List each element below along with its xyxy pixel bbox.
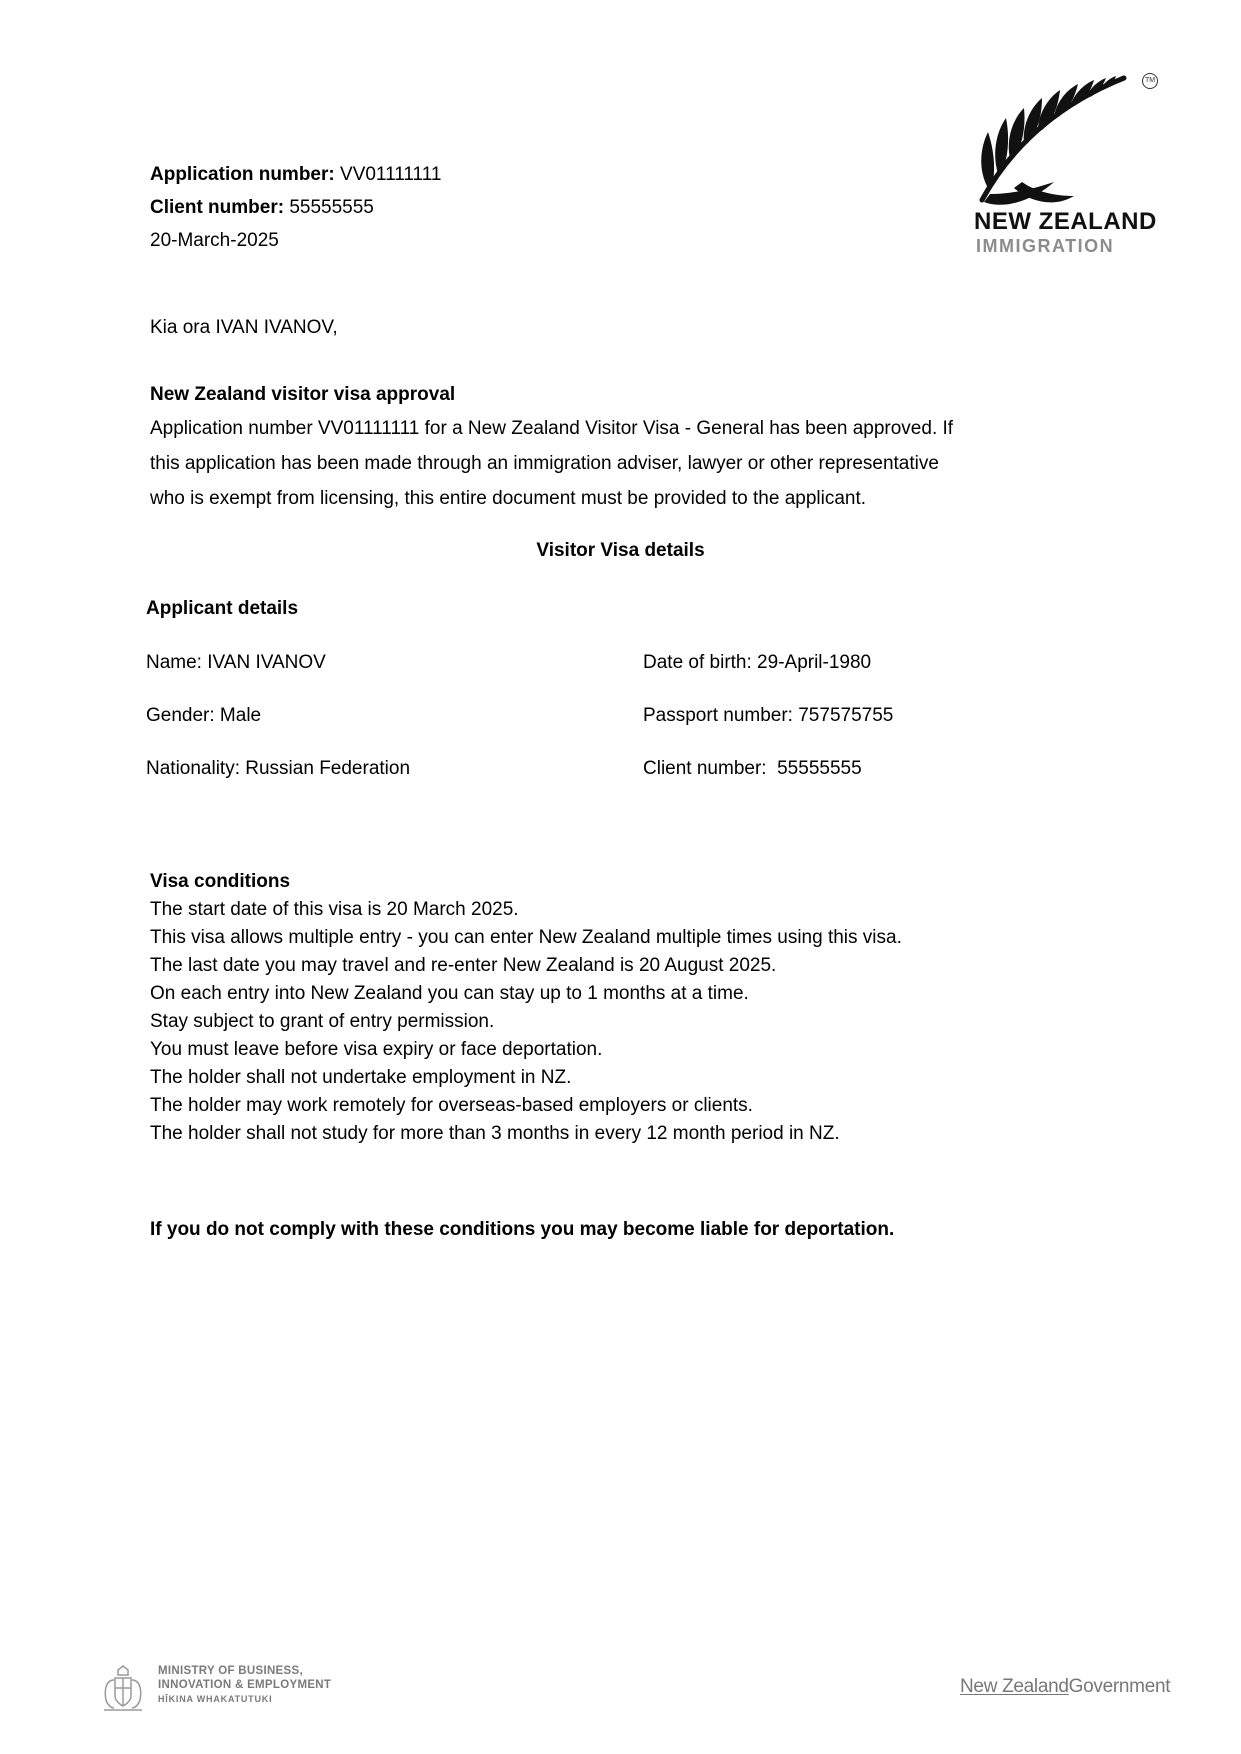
applicant-nationality: Nationality: Russian Federation [146,758,411,779]
approval-line: this application has been made through an immigration adviser, lawyer or other representative [150,453,939,474]
visa-conditions-heading: Visa conditions [150,871,291,892]
mbie-wordmark [158,1664,331,1706]
mbie-line: HĪKINA WHAKATUTUKI [158,1694,273,1704]
condition-item: The holder may work remotely for overseas-based employers or clients. [150,1095,753,1116]
condition-item: The last date you may travel and re-enter New Zealand is 20 August 2025. [150,955,777,976]
mbie-line: MINISTRY OF BUSINESS, [158,1665,303,1677]
coat-of-arms-icon [98,1664,148,1712]
applicant-name: Name: IVAN IVANOV [146,652,326,673]
approval-line: who is exempt from licensing, this entire document must be provided to the applicant. [150,488,867,509]
client-number-row [150,194,441,222]
approval-heading: New Zealand visitor visa approval [150,384,456,405]
approval-line: Application number VV01111111 for a New Zealand Visitor Visa - General has been approved. If [150,418,954,439]
visa-conditions-section [150,868,902,1148]
visa-details-heading: Visitor Visa details [536,540,705,561]
logo-name: NEW ZEALAND [974,208,1157,235]
client-number-value: 55555555 [289,197,374,218]
condition-item: This visa allows multiple entry - you can enter New Zealand multiple times using this visa. [150,927,902,948]
applicant-dob: Date of birth: 29-April-1980 [643,652,872,673]
condition-item: The holder shall not study for more than 3 months in every 12 month period in NZ. [150,1123,840,1144]
deportation-warning: If you do not comply with these conditions you may become liable for deportation. [150,1219,895,1240]
nzgov-part: New Zealand [960,1676,1069,1697]
condition-item: You must leave before visa expiry or face deportation. [150,1039,603,1060]
condition-item: Stay subject to grant of entry permission. [150,1011,495,1032]
logo-subtitle: IMMIGRATION [976,236,1115,256]
header-block [150,161,441,255]
greeting: Kia ora IVAN IVANOV, [150,317,338,338]
client-number-label: Client number: [150,197,285,218]
applicant-details-heading: Applicant details [146,598,299,619]
application-number-value: VV01111111 [340,164,442,185]
applicant-gender: Gender: Male [146,705,262,726]
letter-date: 20-March-2025 [150,230,279,251]
nz-government-wordmark [960,1676,1170,1698]
application-number-row [150,161,441,189]
condition-item: The start date of this visa is 20 March 2025. [150,899,519,920]
approval-section [150,380,1070,514]
mbie-line: INNOVATION & EMPLOYMENT [158,1679,332,1691]
condition-item: On each entry into New Zealand you can stay up to 1 months at a time. [150,983,749,1004]
nzgov-part: Government [1068,1676,1171,1697]
application-number-label: Application number: [150,164,335,185]
condition-item: The holder shall not undertake employment in NZ. [150,1067,572,1088]
trademark-mark: TM [1142,73,1158,89]
applicant-client-number: Client number: 55555555 [643,758,862,779]
applicant-passport: Passport number: 757575755 [643,705,894,726]
